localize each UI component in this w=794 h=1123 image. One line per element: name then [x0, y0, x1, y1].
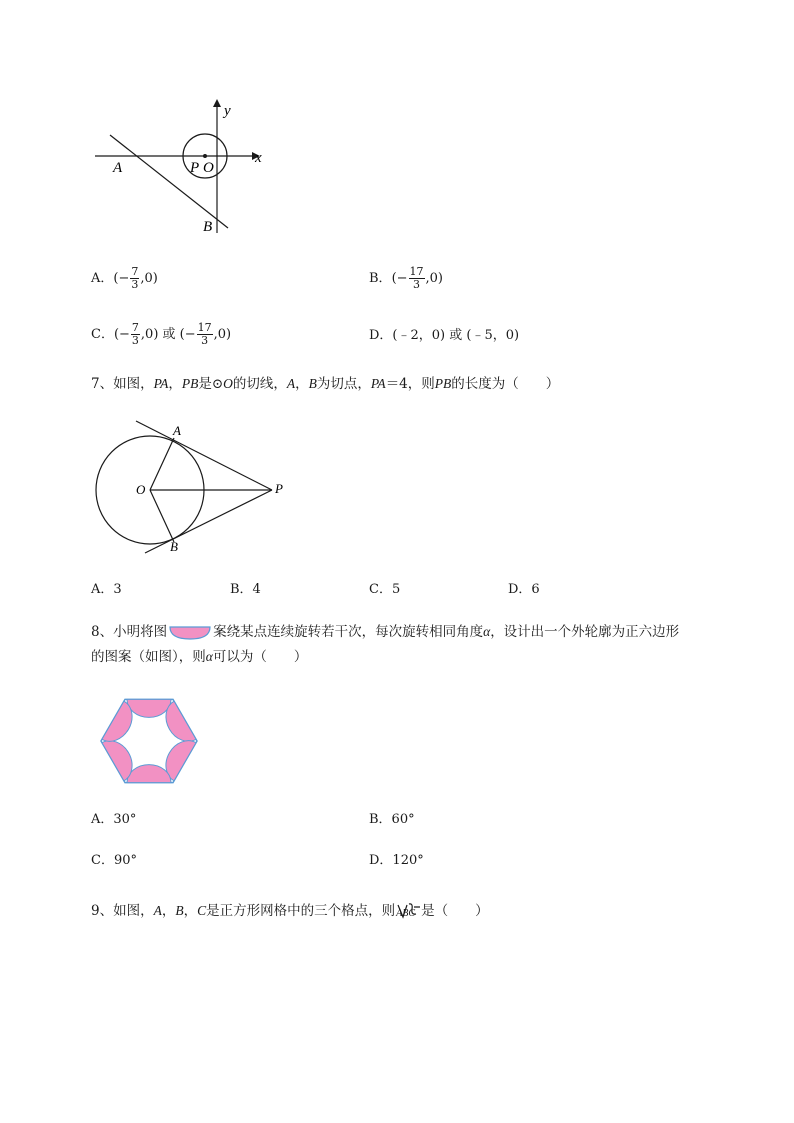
option-text: C．5	[369, 582, 401, 597]
var: B	[308, 376, 317, 391]
denominator: 3	[131, 278, 139, 291]
option-text: ,0)	[140, 270, 158, 286]
option-text: D．120°	[369, 853, 424, 868]
label-y: y	[224, 103, 231, 119]
q9-question	[91, 901, 489, 921]
var: C	[197, 903, 207, 918]
q6-option-d[interactable]	[369, 326, 519, 346]
line-ob	[150, 490, 174, 542]
option-text: D．6	[508, 582, 540, 597]
option-text: (−	[391, 270, 408, 286]
q8-question-line1	[91, 622, 679, 642]
denominator: 3	[413, 278, 421, 291]
q8-option-d[interactable]	[369, 851, 424, 871]
numerator: 17	[197, 321, 212, 334]
question-text: ＝4，则	[385, 376, 435, 392]
option-text: (−	[113, 326, 130, 342]
var: α	[483, 624, 491, 639]
question-text: 为切点，	[316, 376, 371, 392]
q6-option-a[interactable]	[91, 266, 158, 291]
option-text: A．30°	[91, 812, 137, 827]
question-text: 的长度为（ ）	[451, 376, 560, 392]
question-text: 可以为（ ）	[212, 649, 308, 665]
option-text: (−	[113, 270, 130, 286]
question-text: ，	[295, 376, 309, 392]
var: PA	[153, 376, 169, 391]
q7-option-a[interactable]	[91, 580, 122, 600]
label-b: B	[203, 219, 213, 235]
var: A	[153, 903, 162, 918]
q6-option-b[interactable]	[369, 266, 443, 291]
option-letter: C．	[91, 326, 114, 342]
question-text: 案绕某点连续旋转若干次，每次旋转相同角度	[213, 624, 484, 640]
question-text: ，	[168, 376, 182, 392]
tangent-pa	[136, 421, 272, 490]
var: A	[286, 376, 296, 391]
q8-option-c[interactable]	[91, 851, 137, 871]
q7-option-d[interactable]	[508, 580, 540, 600]
question-text: 的切线，	[232, 376, 287, 392]
var: α	[205, 649, 213, 664]
option-letter: B．	[369, 270, 392, 286]
label-a: A	[173, 423, 181, 438]
label-p: P	[190, 160, 200, 176]
question-text: 是（ ）	[421, 903, 489, 919]
option-text: A．3	[91, 582, 122, 597]
var: PA	[370, 376, 386, 391]
var: ABC	[396, 908, 415, 919]
label-a: A	[113, 160, 123, 176]
var: PB	[181, 376, 199, 391]
q8-option-b[interactable]	[369, 810, 415, 830]
option-text: D．(﹣2，0) 或 (﹣5，0)	[369, 328, 520, 343]
var: PB	[434, 376, 452, 391]
option-text: ,0)	[425, 270, 444, 286]
label-p: P	[275, 481, 283, 496]
numerator: 7	[131, 321, 139, 334]
y-axis-arrow	[213, 99, 221, 107]
fraction	[197, 322, 213, 347]
q7-option-c[interactable]	[369, 580, 400, 600]
denominator: 3	[201, 334, 209, 347]
line-oa	[150, 438, 174, 490]
label-o: O	[203, 160, 214, 176]
q8-question-line2	[91, 647, 307, 667]
fraction	[409, 266, 425, 291]
var: O	[223, 376, 233, 391]
fraction	[131, 322, 140, 347]
line-ab	[110, 135, 228, 228]
option-text: ,0)	[213, 326, 232, 342]
tangent-figure	[90, 418, 300, 558]
question-text: 7、如图，	[91, 376, 154, 392]
question-text: 是⊙	[198, 376, 224, 392]
numerator: 7	[131, 265, 139, 278]
var: B	[175, 903, 184, 918]
label-o: O	[136, 482, 146, 497]
option-text: B．4	[230, 582, 261, 597]
option-text: ,0) 或 (−	[140, 326, 196, 342]
label-x: x	[255, 150, 262, 166]
question-text: ，	[161, 903, 176, 919]
question-text: ，	[183, 903, 198, 919]
question-text: 8、小明将图	[91, 624, 168, 640]
option-letter: A．	[91, 270, 114, 286]
denominator: 3	[131, 334, 139, 347]
q6-option-c[interactable]	[91, 322, 231, 347]
hexagon-pattern	[98, 698, 200, 784]
label-b: B	[170, 539, 178, 554]
question-text: ，设计出一个外轮廓为正六边形	[490, 624, 680, 640]
question-text: 9、如图，	[91, 903, 154, 919]
coordinate-figure	[90, 95, 280, 240]
point-p	[203, 154, 207, 158]
option-text: C．90°	[91, 853, 137, 868]
numerator: 17	[409, 265, 424, 278]
q7-option-b[interactable]	[230, 580, 261, 600]
petal-icon	[168, 624, 212, 640]
garbled-expression	[395, 901, 421, 921]
q8-option-a[interactable]	[91, 810, 136, 830]
question-text: 的图案（如图），则	[91, 649, 206, 665]
question-text: 是正方形网格中的三个格点，则	[206, 903, 396, 919]
fraction	[130, 266, 139, 291]
option-text: B．60°	[369, 812, 415, 827]
q7-question	[91, 374, 559, 394]
